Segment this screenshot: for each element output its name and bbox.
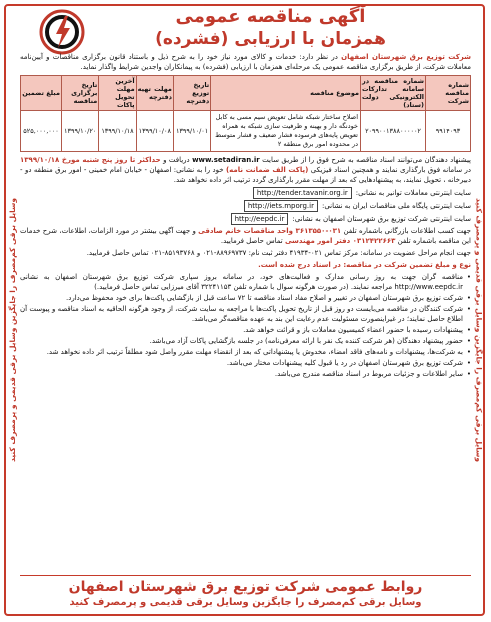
footer-slogan: وسایل برقی کم‌مصرف را جایگزین وسایل برقی قدیمی و پرمصرف کنید xyxy=(69,597,422,608)
side-slogan-left: وسایل برقی کم‌مصرف را جایگزین وسایل برقی قدیمی و پرمصرف کنید xyxy=(7,197,17,463)
list-item: • پیشنهادات رسیده با حضور اعضاء کمیسیون معاملات باز و قرائت خواهد شد. xyxy=(20,325,471,335)
site-row-eepdc xyxy=(20,213,471,225)
list-item: • شرکت توزیع برق شهرستان اصفهان در رد یا قبول کلیه پیشنهادات مختار می‌باشد. xyxy=(20,358,471,368)
site-label: سایت اینترنتی پایگاه ملی مناقصات ایران به نشانی: xyxy=(321,202,471,210)
col-setad-no: شماره مناقصه در سامانه تدارکات الکترونیکی دولت (ستاد) xyxy=(362,77,424,109)
phone-highlight-2: ۰۳۱۲۴۲۲۶۶۳ دفتر امور مهندسی xyxy=(284,237,396,245)
site-row-tavanir xyxy=(20,187,471,199)
footer-public-relations: روابط عمومی شرکت توزیع برق شهرستان اصفهان xyxy=(68,579,423,595)
intro-text: در نظر دارد: خدمات و کالای مورد نیاز خود را به شرح ذیل و باستناد قانون برگزاری مناقصات و آیین‌نامه معاملات شرکت، از طریق برگزاری مناقصه عمومی یک مرحله‌ای همزمان با ارزیابی (فشرده) به پیمانکاران واجدین شرایط واگذار نماید. xyxy=(20,53,471,71)
envelope-highlight: (پاکت الف ضمانت نامه) xyxy=(225,166,309,174)
site-row-iets xyxy=(20,200,471,212)
contact-paragraph xyxy=(20,226,471,246)
footer-divider xyxy=(20,575,471,576)
cell-deadline-envelopes: ۱۳۹۹/۱۰/۱۸ xyxy=(99,111,136,152)
list-item: • سایر اطلاعات و جزئیات مربوط در اسناد مناقصه مندرج می‌باشد. xyxy=(20,369,471,379)
organization-name: شرکت توزیع برق شهرستان اصفهان xyxy=(341,53,472,61)
cell-company-no: ۹۹۱۴۰۹۳ xyxy=(426,111,471,152)
col-opening-date: تاریخ برگزاری مناقصه xyxy=(62,76,99,111)
guarantee-paragraph: نوع و مبلغ تضمین شرکت در مناقصه: در اسناد درج شده است. xyxy=(258,261,471,269)
list-item: • مناقصه گران جهت به روز رسانی مدارک و فعالیت‌های خود، در سامانه بروز سپاری شرکت توزیع برق شهرستان اصفهان به نشانی http://www.eepdc.ir مراجعه نمایند. (در صورت هرگونه سوال با شماره تلفن ۳۲۲۴۱۱۵۳ آقای میرزایی تماس حاصل فرمایید.) xyxy=(20,272,471,292)
cell-deadline-booklet: ۱۳۹۹/۱۰/۰۸ xyxy=(136,111,173,152)
list-item: • شرکت توزیع برق شهرستان اصفهان در تغییر و اصلاح مفاد اسناد مناقصه تا ۷۲ ساعت قبل از بازگشایی پاکت‌ها برای خود محفوظ می‌دارد. xyxy=(20,293,471,303)
col-deadline-booklet: مهلت تهیه دفترچه xyxy=(136,76,173,111)
table-header-row xyxy=(21,76,471,111)
cell-dist-date: ۱۳۹۹/۱۰/۰۱ xyxy=(173,111,210,152)
site-link-tavanir[interactable]: http://tender.tavanir.org.ir xyxy=(253,187,352,199)
table-row xyxy=(21,111,471,152)
title-line-1: آگهی مناقصه عمومی xyxy=(175,6,366,27)
site-link-eepdc[interactable]: http://eepdc.ir xyxy=(231,213,289,225)
col-company-no: شماره مناقصه شرکت xyxy=(426,76,471,111)
tender-table xyxy=(20,75,471,152)
text-span: دریافت و xyxy=(160,156,193,164)
text-span: پیشنهاد دهندگان می‌توانند اسناد مناقصه به شرح فوق را از طریق سایت xyxy=(259,156,471,164)
site-link-iets[interactable]: http://iets.mporg.ir xyxy=(244,200,318,212)
site-label: سایت اینترنتی شرکت توزیع برق شهرستان اصفهان به نشانی: xyxy=(292,215,471,223)
notice-body xyxy=(20,52,471,380)
col-dist-date: تاریخ توزیع دفترچه xyxy=(173,76,210,111)
setad-link[interactable]: www.setadiran.ir xyxy=(192,156,260,164)
cell-opening-date: ۱۳۹۹/۱۰/۲۰ xyxy=(62,111,99,152)
submission-paragraph xyxy=(20,155,471,185)
col-deadline-envelopes: آخرین مهلت تحویل پاکات xyxy=(99,76,136,111)
cell-setad-no: ۲۰۹۹۰۰۱۳۸۸۰۰۰۰۰۲ xyxy=(361,111,426,152)
list-item: • شرکت کنندگان در مناقصه می‌بایست دو روز قبل از تاریخ تحویل پاکت‌ها با مراجعه به سایت شرکت، از وجود هرگونه الحاقیه به اسناد مناقصه و پیوست آن اطلاع حاصل نمایند؛ در غیراینصورت مسئولیت عدم رعایت این بند به عهده مناقصه‌گر می‌باشد. xyxy=(20,304,471,324)
notes-list xyxy=(20,272,471,379)
col-guarantee: مبلغ تضمین xyxy=(21,76,62,111)
cell-subject: اصلاح ساختار شبکه شامل تعویض سیم مسی به کابل خودنگه دار و بهینه و ظرفیت سازی شبکه به همراه تعویض پایه‌های فرسوده فشار ضعیف و فشار متوسط در محدوده امور برق منطقه ۲ xyxy=(211,111,361,152)
notice-title xyxy=(90,6,451,50)
text-span: تماس حاصل فرمایید. xyxy=(220,237,285,245)
list-item: • به شرکت‌ها، پیشنهادات و نامه‌های فاقد امضاء، مخدوش یا پیشنهاداتی که بعد از انقضاء مهلت مقرر واصل شود مطلقاً ترتیب اثر داده نخواهد شد. xyxy=(20,347,471,357)
intro-paragraph xyxy=(20,52,471,72)
registration-paragraph: جهت انجام مراحل عضویت در سامانه: مرکز تماس ۰۲۱-۴۱۹۳۴ دفتر ثبت نام: ۸۸۹۶۹۷۳۷-۰۲۱ و ۸۵۱۹۳۷۶۸-۰۲۱ تماس حاصل فرمایید. xyxy=(86,249,471,257)
text-span: در سامانه فوق بارگذاری نمایند و همچنین اسناد فیزیکی xyxy=(308,166,471,174)
text-span: خود را به نشانی: اصفهان - خیابان امام خمینی - امور برق منطقه دو - دبیرخانه ، تحویل نمایند، به پیشنهادهایی که بعد از مهلت مقرر بارگذاری گردد ترتیب اثر داده نخواهد شد. xyxy=(20,166,471,184)
text-span: و جهت آگهی بیشتر در مورد الزامات، اطلاعات، شرح خدمات این مناقصه باشماره تلفن xyxy=(20,227,471,245)
phone-highlight: ۰۳۱-۳۶۱۳۵۵۰ واحد مناقصات خانم صادقی xyxy=(198,227,342,235)
title-line-2: همزمان با ارزیابی (فشرده) xyxy=(155,29,386,49)
site-label: سایت اینترنتی معاملات توانیر به نشانی: xyxy=(355,189,471,197)
deadline-highlight: حداکثر تا روز پنج شنبه مورخ ۱۳۹۹/۱۰/۱۸ xyxy=(20,156,161,164)
side-slogan-right: وسایل برقی کم‌مصرف را جایگزین وسایل برقی قدیمی و پرمصرف کنید xyxy=(474,197,484,463)
list-item: • حضور پیشنهاد دهندگان (هر شرکت کننده یک نفر با ارائه معرفی‌نامه) در جلسه بازگشایی پاکات آزاد می‌باشد. xyxy=(20,336,471,346)
col-subject: موضوع مناقصه xyxy=(211,76,361,111)
tavanir-logo xyxy=(38,8,86,56)
footer xyxy=(22,578,469,610)
text-span: جهت کسب اطلاعات بازرگانی باشماره تلفن xyxy=(341,227,471,235)
cell-guarantee: ۵۲۵,۰۰۰,۰۰۰ xyxy=(21,111,62,152)
